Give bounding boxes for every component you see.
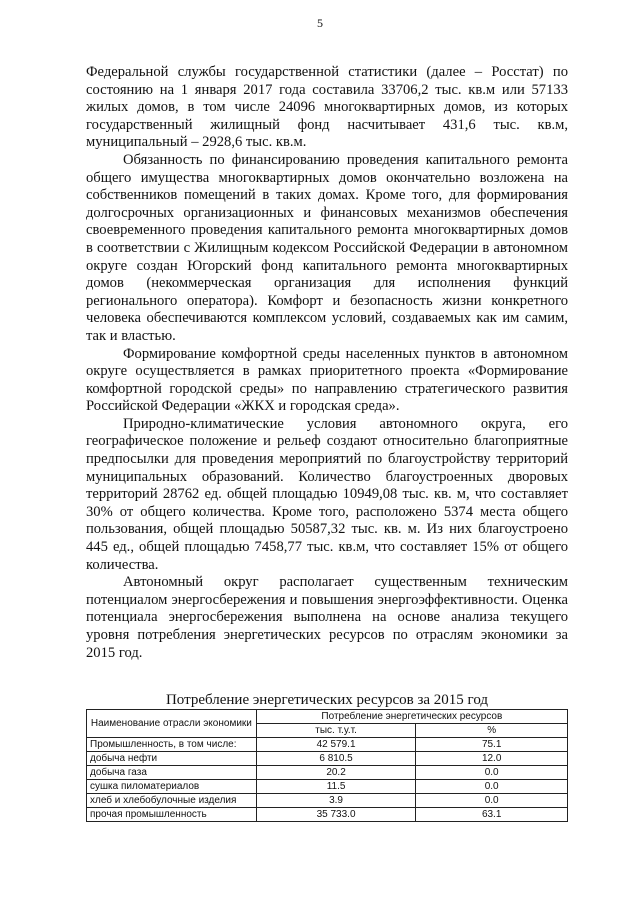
row-name: хлеб и хлебобулочные изделия [87,794,257,808]
page-number: 5 [317,16,323,30]
row-name: добыча нефти [87,752,257,766]
paragraph-5: Автономный округ располагает существенным техническим потенциалом энергосбережения и повышения энергоэффективности. Оценка потенциала энергосбережения выполнена на основе анализа текущего уровня потребления энергетических ресурсов по отраслям экономики за 2015 год. [86,574,568,661]
table-row [87,780,568,794]
header-consumption: Потребление энергетических ресурсов [256,710,567,724]
row-name: добыча газа [87,766,257,780]
row-name: Промышленность, в том числе: [87,738,257,752]
table-row [87,794,568,808]
paragraph-1: Федеральной службы государственной статистики (далее – Росстат) по состоянию на 1 января 2017 года составила 33706,2 тыс. кв.м или 57133 жилых домов, в том числе 24096 многоквартирных домов, из которых государственный жилищный фонд насчитывает 431,6 тыс. кв.м, муниципальный – 2928,6 тыс. кв.м. [86,64,568,151]
paragraph-3: Формирование комфортной среды населенных пунктов в автономном округе осуществляется в рамках приоритетного проекта «Формирование комфортной городской среды» по направлению стратегического развития Российской Федерации «ЖКХ и городская среда». [86,345,568,415]
table-title: Потребление энергетических ресурсов за 2015 год [165,692,489,708]
header-sector: Наименование отрасли экономики [87,710,257,738]
energy-consumption-table [86,709,568,822]
table-row [87,808,568,822]
row-abs: 35 733.0 [256,808,416,822]
header-unit-abs: тыс. т.у.т. [256,724,416,738]
row-name: прочая промышленность [87,808,257,822]
row-pct: 0.0 [416,780,568,794]
row-abs: 11.5 [256,780,416,794]
row-abs: 42 579.1 [256,738,416,752]
row-pct: 0.0 [416,766,568,780]
table-header-row [87,710,568,724]
row-pct: 12.0 [416,752,568,766]
row-abs: 20.2 [256,766,416,780]
table-row [87,752,568,766]
row-pct: 63.1 [416,808,568,822]
header-unit-pct: % [416,724,568,738]
row-abs: 3.9 [256,794,416,808]
body-text [86,64,568,662]
table-row [87,766,568,780]
paragraph-2: Обязанность по финансированию проведения капитального ремонта общего имущества многоквартирных домов окончательно возложена на собственников помещений в таких домах. Кроме того, для формирования долгосрочных организационных и финансовых механизмов обеспечения своевременного проведения капитального ремонта многоквартирных домов в соответствии с Жилищным кодексом Российской Федерации в автономном округе создан Югорский фонд капитального ремонта многоквартирных домов (некоммерческая организация для исполнения функций регионального оператора). Комфорт и безопасность жизни конкретного человека обеспечиваются комплексом условий, создаваемых как им самим, так и властью. [86,151,568,344]
table-row [87,738,568,752]
paragraph-4: Природно-климатические условия автономного округа, его географическое положение и рельеф создают относительно благоприятные предпосылки для проведения мероприятий по благоустройству территорий муниципальных образований. Количество благоустроенных дворовых территорий 28762 ед. общей площадью 10949,08 тыс. кв. м, что составляет 30% от общего количества. Кроме того, расположено 5374 места общего пользования, общей площадью 50587,32 тыс. кв. м. Из них благоустроено 445 ед., общей площадью 7458,77 тыс. кв.м, что составляет 15% от общего количества. [86,415,568,573]
row-abs: 6 810.5 [256,752,416,766]
row-name: сушка пиломатериалов [87,780,257,794]
row-pct: 75.1 [416,738,568,752]
row-pct: 0.0 [416,794,568,808]
